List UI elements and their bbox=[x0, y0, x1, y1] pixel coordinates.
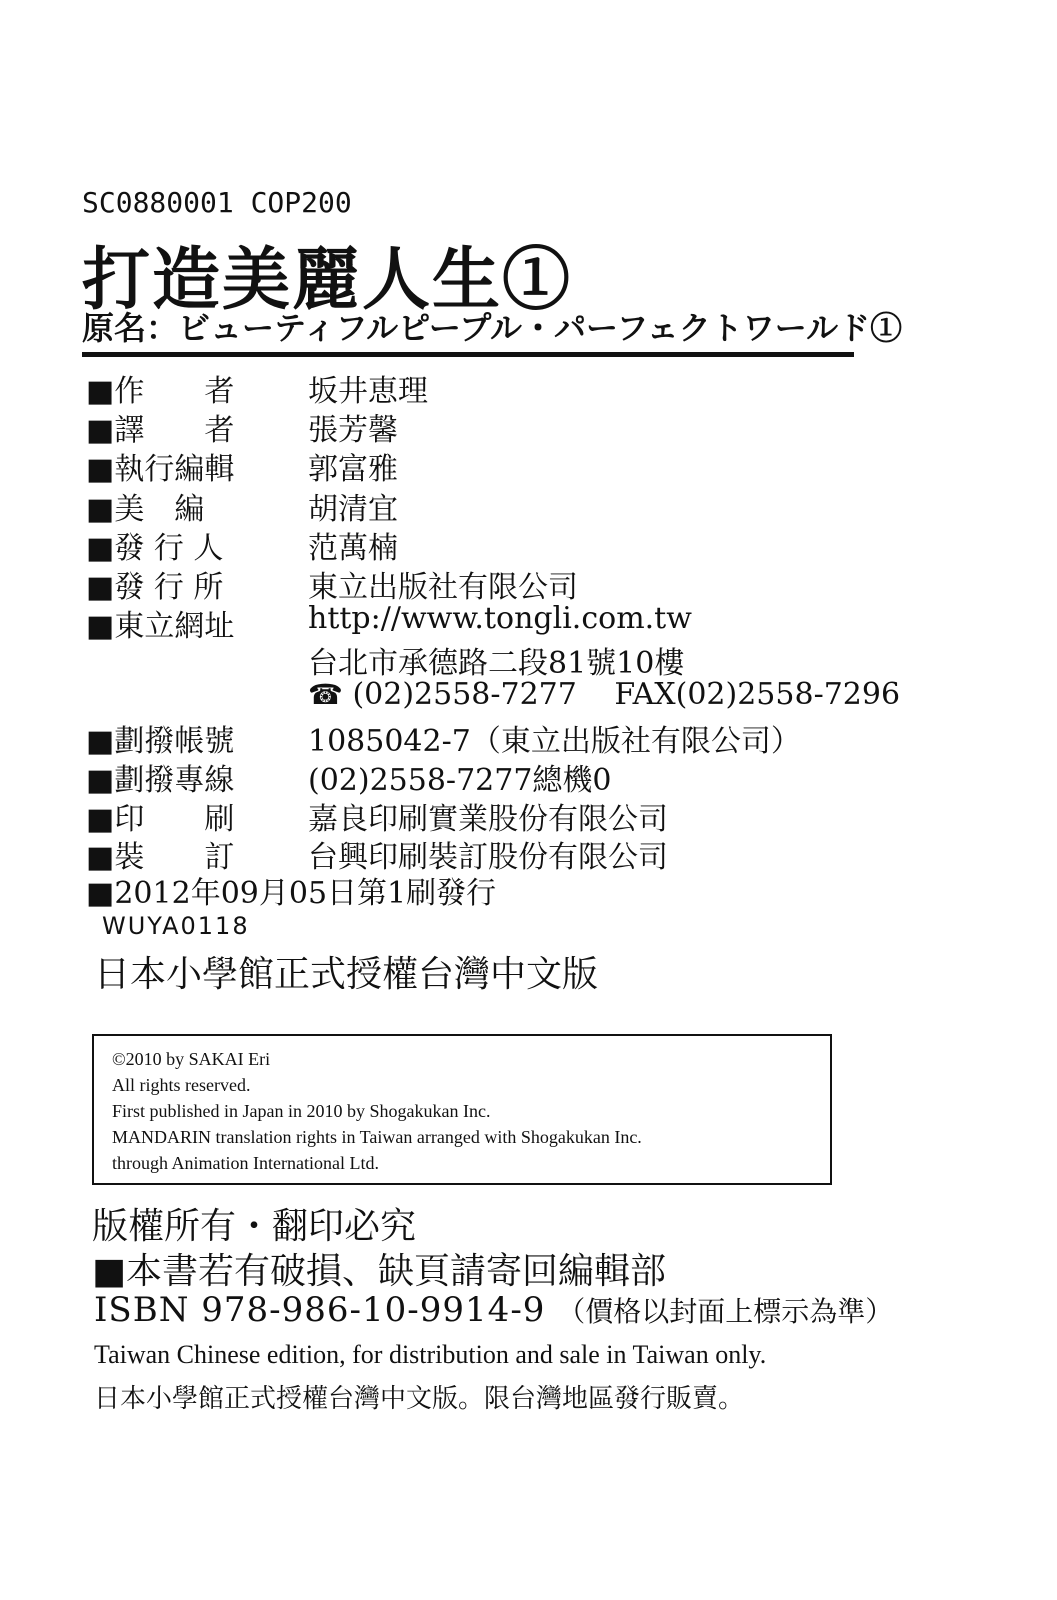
copyright-line: All rights reserved. bbox=[112, 1075, 251, 1095]
copyright-line: ©2010 by SAKAI Eri bbox=[112, 1049, 271, 1069]
credit-label: ■執行編輯 bbox=[86, 452, 235, 487]
copyright-line: First published in Japan in 2010 by Shogakukan Inc. bbox=[112, 1101, 491, 1121]
credit-value: 胡清宜 bbox=[308, 492, 398, 527]
credit-label: ■作 者 bbox=[86, 374, 235, 409]
phone-number: (02)2558-7277 bbox=[352, 677, 577, 712]
price-note: （價格以封面上標示為準） bbox=[557, 1295, 894, 1328]
copyright-box bbox=[92, 1034, 832, 1185]
phone-line bbox=[308, 677, 900, 712]
print-date: ■2012年09月05日第1刷發行 bbox=[86, 876, 497, 911]
credit-value: 東立出版社有限公司 bbox=[308, 570, 578, 605]
credit-value: 坂井恵理 bbox=[308, 374, 428, 409]
copyright-line: through Animation International Ltd. bbox=[112, 1153, 379, 1173]
credit-label: ■印 刷 bbox=[86, 802, 235, 837]
license-line: 日本小學館正式授權台灣中文版 bbox=[94, 954, 599, 995]
credit-label: ■美 編 bbox=[86, 492, 205, 527]
divider bbox=[82, 352, 854, 357]
book-title: 打造美麗人生① bbox=[82, 240, 573, 320]
fax-number: FAX(02)2558-7296 bbox=[614, 677, 901, 712]
credit-label: ■裝 訂 bbox=[86, 840, 235, 875]
credit-label: ■譯 者 bbox=[86, 413, 235, 448]
credit-value: 嘉良印刷實業股份有限公司 bbox=[308, 802, 668, 837]
credit-label: ■劃撥帳號 bbox=[86, 724, 235, 759]
handwritten-note: WUYA0118 bbox=[102, 912, 250, 940]
rights-reserved: 版權所有・翻印必究 bbox=[92, 1206, 417, 1247]
website-url[interactable]: http://www.tongli.com.tw bbox=[308, 601, 692, 636]
credit-value: 1085042-7（東立出版社有限公司） bbox=[308, 724, 801, 759]
credit-label: ■東立網址 bbox=[86, 609, 235, 644]
credit-label: ■發 行 所 bbox=[86, 570, 224, 605]
credit-label: ■發 行 人 bbox=[86, 531, 224, 566]
credit-value: 范萬楠 bbox=[308, 531, 398, 566]
distribution-english: Taiwan Chinese edition, for distribution and sale in Taiwan only. bbox=[94, 1340, 767, 1369]
credit-label: ■劃撥專線 bbox=[86, 763, 235, 798]
address: 台北市承德路二段81號10樓 bbox=[308, 646, 685, 681]
isbn-line bbox=[94, 1290, 893, 1330]
copyright-line: MANDARIN translation rights in Taiwan arranged with Shogakukan Inc. bbox=[112, 1127, 642, 1147]
credit-value: 張芳馨 bbox=[308, 413, 398, 448]
distribution-chinese: 日本小學館正式授權台灣中文版。限台灣地區發行販賣。 bbox=[94, 1384, 745, 1414]
isbn-number: ISBN 978-986-10-9914-9 bbox=[94, 1290, 546, 1330]
credit-value: 台興印刷裝訂股份有限公司 bbox=[308, 840, 668, 875]
damage-notice: ■本書若有破損、缺頁請寄回編輯部 bbox=[92, 1251, 667, 1292]
catalog-code: SC0880001 COP200 bbox=[82, 186, 352, 219]
credit-value: (02)2558-7277總機0 bbox=[308, 763, 612, 798]
credit-value: 郭富雅 bbox=[308, 452, 398, 487]
telephone-icon: ☎ bbox=[308, 678, 343, 711]
original-title: 原名：ビューティフルピープル・パーフェクトワールド① bbox=[82, 309, 903, 347]
